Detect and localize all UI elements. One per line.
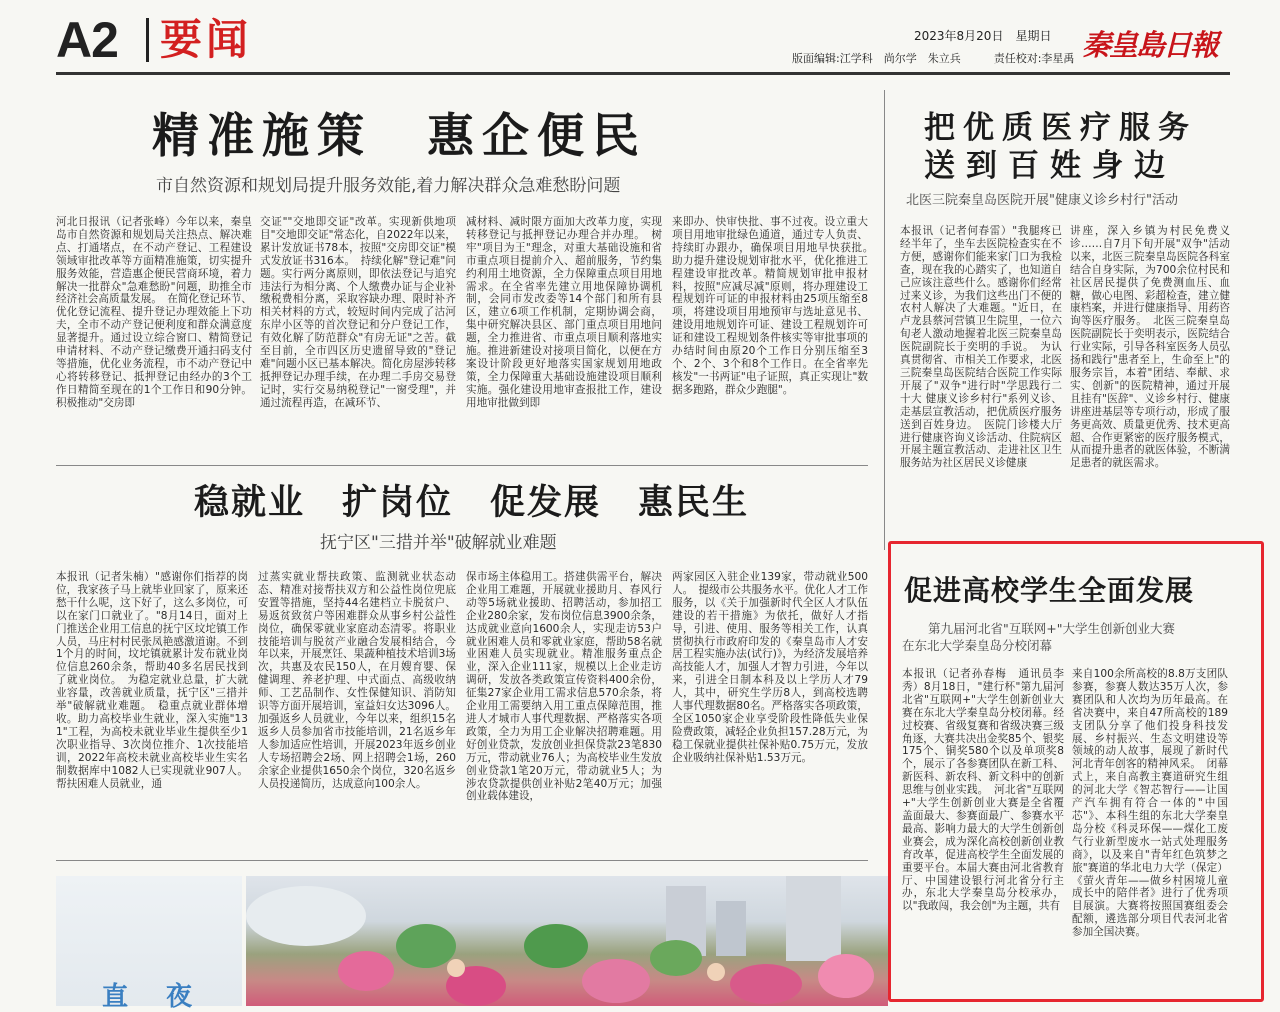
article1-column-1: 河北日报讯（记者张峰）今年以来，秦皇岛市自然资源和规划局关注热点、解决难点、打通堵点，在不动产登记、工程建设领域审批改革等方面精准施策，切实提升服务效能，营造惠企便民营商环境，着力解决一批群众"急难愁盼"问题，助推全市经济社会高质量发展。 在简化登记环节、优化登记流程、提升登记办理效能上下功夫，全市不动产登记便利度和群众满意度显著提升。通过设立综合窗口、精简登记申请材料、不动产登记缴费开通扫码支付等措施，优化业务流程，市不动产登记中心将转移登记、抵押登记由经办的3个工作日精简至现在的1个工作日和90分钟。积极推动"交房即 (56, 216, 252, 409)
page-number: A2 (56, 12, 118, 68)
article3-subheadline: 北医三院秦皇岛医院开展"健康义诊乡村行"活动 (906, 193, 1178, 208)
photo-caption-fragment: 直 夜 (102, 982, 199, 1012)
article2-headline: 稳就业 扩岗位 促发展 惠民生 (194, 482, 750, 523)
article3-column-1: 本报讯（记者何春雷）"我腿疼已经半年了，坐车去医院检查实在不方便，感谢你们能来家门口为我检查，现在我的心踏实了，也知道自己应该注意些什么。感谢你们经常过来义诊，为我们这些出门不便的农村人解决了大难题。"近日，在卢龙县蔡河营镇卫生院里，一位六旬老人激动地握着北医三院秦皇岛医院副院长于奕明的手说。 为认真贯彻省、市相关工作要求，北医三院秦皇岛医院结合医院工作实际开展了"双争"进行时"学思践行二十大 健康义诊乡村行"系列义诊、走基层宣教活动，把优质医疗服务送到百姓身边。 医院门诊楼大厅进行健康咨询义诊活动、住院病区开展主题宣教活动、走进社区卫生服务站为社区居民义诊健康 (900, 225, 1062, 470)
article3-headline-line-1: 把优质医疗服务 (924, 110, 1197, 146)
article-divider (56, 860, 868, 861)
column-divider (884, 90, 885, 550)
article2-column-1: 本报讯（记者朱楠）"感谢你们指荐的岗位，我家孩子马上就毕业回家了，原来还愁干什么呢，这下好了，这么多岗位，可以在家门口就业了。"8月14日，面对上门推送企业用工信息的抚宁区坟坨镇工作人员，马庄村村民张凤艳感激道谢。不到1个月的时间，坟坨镇就累计发布就业岗位信息260余条，帮助40多名居民找到了就业岗位。 为稳定就业总量，扩大就业容量，改善就业质量，抚宁区"三措并举"破解就业难题。 稳重点就业群体增收。助力高校毕业生就业，深入实施"131"工程，为高校未就业毕业生提供至少1次职业指导、3次岗位推介、1次技能培训，2022年高校未就业高校毕业生实名制数据库中1082人已实现就业907人。帮扶困难人员就业，通 (56, 571, 248, 790)
article2-column-2: 过蒸实就业帮扶政策、监测就业状态动态、精准对接帮扶双方和公益性岗位兜底安置等措施，坚持44名建档立卡脱贫户、易返贫致贫户等困难群众从事乡村公益性岗位，确保零就业家庭动态清零。将职业技能培训与脱贫产业融合发展相结合，今年以来，开展烹饪、果蔬种植技术培训3场次，共惠及农民150人，在月嫂育婴、保健调理、养老护理、中式面点、高级收纳师、工艺品制作、女性保健知识、消防知识等方面开展培训，室益妇女达3096人。加强返乡人员就业，今年以来，组织15名返乡人员参加省市技能培训，21名返乡年人参加适应性培训，开展2023年返乡创业人专场招聘会2场、网上招聘会1场，260余家企业提供1650余个岗位，320名返乡人员投递简历，达成意向100余人。 (258, 571, 456, 790)
side-panel (56, 876, 242, 1012)
editors-line: 版面编辑:江学科 尚尔学 朱立兵 责任校对:李星禹 (792, 52, 1075, 65)
article2-column-3: 保市场主体稳用工。搭建供需平台，解决企业用工难题，开展就业援助月、春风行动等5场就业援助、招聘活动，参加招工企业280余家，发布岗位信息3900余条，达成就业意向1600余人，实现走访53户就业困难人员和零就业家庭，帮助58名就业困难人员实现就业。精准服务重点企业，深入企业111家，规模以上企业走访调研，发放各类政策宣传资料400余份，征集27家企业用工需求信息570余条，将企业用工需要纳入用工重点保障范围，推进人才城市人事代理数据、严格落实各项政策，全力为用工企业解决招聘难题。用好创业贷款，发放创业担保贷款23笔830万元，带动就业76人；为高校毕业生发放创业贷款1笔20万元，带动就业5人；为涉农贷款提供创业补贴2笔40万元；加强创业载体建设， (466, 571, 662, 803)
article1-column-4: 来即办、快审快批、事不过夜。设立重大项目用地审批绿色通道，通过专人负责、持续盯办跟办，确保项目用地早快获批。 助力提升建设规划审批水平，优化推进工程建设审批改革。精简规划审批申报材料，按照"应减尽减"原则，将办理建设工程规划许可证的申报材料由25项压缩至8项，将建设项目用地预审与选址意见书、建设用地规划许可证、建设工程规划许可证和建设工程规划条件核实等审批事项的办结时间由原20个工作日分别压缩至3个、2个、3个和8个工作日。在全省率先核发"一书两证"电子证照，真正实现让"数据多跑路，群众少跑腿"。 (672, 216, 879, 396)
article4-subheadline-line-1: 第九届河北省"互联网+"大学生创新创业大赛 (928, 621, 1175, 636)
section-title: 要闻 (160, 15, 253, 64)
issue-date: 2023年8月20日 星期日 (914, 29, 1052, 43)
header-rule (56, 72, 1230, 75)
news-photo (246, 876, 888, 1006)
header-separator (146, 18, 149, 62)
article2-subheadline: 抚宁区"三措并举"破解就业难题 (320, 533, 557, 553)
article1-column-2: 交证""交地即交证"改革。实现新供地项目"交地即交证"常态化，自2022年以来，累计发放证书78本，按照"交房即交证"模式发放证书316本。 持续化解"登记难"问题。实行两分离原则，即依法登记与追究违法行为相分离、个人缴费办证与企业补缴税费相分离，采取容缺办理、限时补齐相关材料的方式，较短时间内完成了沽河东岸小区等的首次登记和分户登记工作，有效化解了防范群众"有房无证"之苦。截至目前，全市四区历史遗留导致的"登记难"问题小区已基本解决。简化房屋涉转移抵押登记办理手续，在办理二手房交易登记时，实行交易纳税登记"一窗受理"，并通过流程再造，在减环节、 (260, 216, 456, 409)
article4-column-1: 本报讯（记者孙春梅 通讯员李秀）8月18日，"建行杯"第九届河北省"互联网+"大学生创新创业大赛在东北大学秦皇岛分校闭幕。经过校赛、省级复赛和省级决赛三级角逐，大赛共决出金奖85个、银奖175个、铜奖580个以及单项奖8个，展示了各参赛团队在新工科、新医科、新农科、新文科中的创新思维与创业实践。 河北省"互联网+"大学生创新创业大赛是全省覆盖面最大、参赛面最广、参赛水平最高、影响力最大的大学生创新创业赛会，成为深化高校创新创业教育改革，促进高校学生全面发展的重要平台。本届大赛由河北省教育厅、中国建设银行河北省分行主办，东北大学秦皇岛分校承办，以"我敢闯，我会创"为主题，共有 (902, 668, 1064, 913)
article2-column-4: 两家园区入驻企业139家，带动就业500人。 提级市公共服务水平。优化人才工作服务，以《关于加强新时代全区人才队伍建设的若干措施》为依托，做好人才指导，引进、使用、服务等相关工作，认真贯彻执行市政府印发的《秦皇岛市人才安居工程实施办法(试行)》，为经济发展培养高技能人才，加强人才智力引进，今年以来，引进全日制本科及以上学历人才79人，其中，研究生学历8人，到高校选聘人事代理数据80名。严格落实各项政策，全区1050家企业享受阶段性降低失业保险费政策，减轻企业负担157.28万元，为稳工保就业提供社保补贴0.75万元，发放企业吸纳社保补贴1.53万元。 (672, 571, 868, 764)
article3-column-2: 讲座，深入乡镇为村民免费义诊……自7月下旬开展"双争"活动以来，北医三院秦皇岛医院各科室结合自身实际，为700余位村民和社区居民提供了免费测血压、血糖，做心电图、彩超检查，建立健康档案，并进行健康指导、用药咨询等医疗服务。 北医三院秦皇岛医院副院长于奕明表示，医院结合行业实际，引导各科室医务人员弘扬和践行"患者至上，生命至上"的服务宗旨，本着"团结、奉献、求实、创新"的医院精神，通过开展且挂有"医辞"、义诊乡村行、健康讲座进基层等专项行动，形成了服务更高效、质量更优秀、技术更高超、合作更紧密的医疗服务模式，从而提升患者的就医体验，不断满足患者的就医需求。 (1070, 225, 1230, 470)
article4-column-2: 来自100余所高校的8.8万支团队参赛，参赛人数达35万人次，参赛团队和人次均为历年最高。在省决赛中，来自47所高校的189支团队分享了他们投身科技发展、乡村振兴、生态文明建设等领域的动人故事，展现了新时代河北青年创客的精神风采。 闭幕式上，来自高教主赛道研究生组的河北大学《智芯智行——让国产汽车拥有符合一体的"中国芯"》、本科生组的东北大学秦皇岛分校《科灵环保——煤化工废气行业新型废水一站式处理服务商》，以及来自"青年红色筑梦之旅"赛道的华北电力大学（保定）《萤火青年——做乡村困境儿童成长中的陪伴者》进行了优秀项目展演。大赛将按照国赛组委会配额，遴选部分项目代表河北省参加全国决赛。 (1072, 668, 1228, 939)
article4-headline: 促进高校学生全面发展 (904, 574, 1195, 607)
highlight-box (888, 541, 1264, 1002)
article1-column-3: 减材料、减时限方面加大改革力度，实现转移登记与抵押登记办理合并办理。 树牢"项目为王"理念，对重大基础设施和省市重点项目提前介入、超前服务，节约集约利用土地资源，全力保障重点项目用地需求。在全省率先建立用地保障协调机制，会同市发改委等14个部门和所有县区，建立6项工作机制，定期协调会商，集中研究解决县区、部门重点项目用地问题，全力推进省、市重点项目顺利落地实施。推进新建设对接项目简化，以便在方案设计阶段更好地落实国家规划用地政策，全力保障重大基础设施建设项目顺利实施。强化建设用地审查报批工作，建设用地审批做到即 (466, 216, 662, 409)
article3-headline-line-2: 送到百姓身边 (924, 148, 1176, 184)
article1-subheadline: 市自然资源和规划局提升服务效能,着力解决群众急难愁盼问题 (156, 176, 621, 196)
article-divider (56, 465, 868, 466)
article4-subheadline-line-2: 在东北大学秦皇岛分校闭幕 (902, 638, 1053, 653)
newspaper-logo: 秦皇島日報 (1082, 28, 1218, 62)
performance-photo-illustration (246, 876, 888, 1006)
article1-headline: 精准施策 惠企便民 (152, 109, 647, 164)
